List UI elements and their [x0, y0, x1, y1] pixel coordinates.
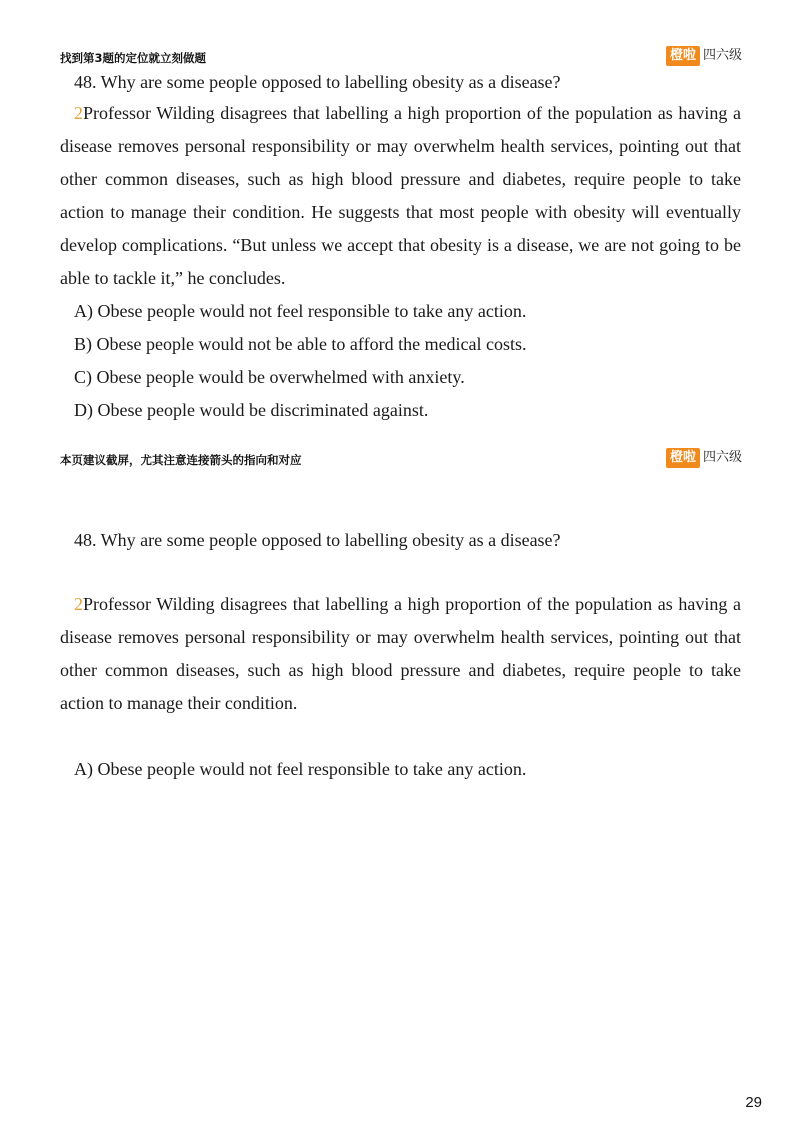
brand-logo: 橙啦	[666, 46, 700, 66]
brand-badge	[666, 46, 742, 66]
question-text: 48. Why are some people opposed to labelling obesity as a disease?	[74, 530, 561, 550]
header-note: 本页建议截屏，尤其注意连接箭头的指向和对应	[60, 453, 302, 467]
passage-paragraph	[60, 588, 741, 720]
paragraph-text: Professor Wilding disagrees that labelling a high proportion of the population as having a disease removes personal responsibility or may overwhelm health services, pointing out that other common diseases, such as high blood pressure and diabetes, require people to take action to manage their condition.	[60, 594, 741, 713]
option-a: A) Obese people would not feel responsible to take any action.	[74, 759, 527, 779]
option-a: A) Obese people would not feel responsible to take any action.	[74, 301, 527, 321]
paragraph-marker: 2	[74, 594, 83, 614]
option-c: C) Obese people would be overwhelmed with anxiety.	[74, 367, 465, 387]
brand-tag: 四六级	[702, 48, 742, 63]
question-text: 48. Why are some people opposed to labelling obesity as a disease?	[74, 72, 561, 92]
page-header-mid	[60, 448, 742, 472]
option-d: D) Obese people would be discriminated against.	[74, 400, 429, 420]
brand-tag: 四六级	[702, 450, 742, 465]
brand-badge	[666, 448, 742, 468]
page-header-top	[60, 46, 742, 70]
passage-paragraph	[60, 97, 741, 295]
page-number: 29	[745, 1094, 762, 1111]
paragraph-marker: 2	[74, 103, 83, 123]
paragraph-text: Professor Wilding disagrees that labelling a high proportion of the population as having a disease removes personal responsibility or may overwhelm health services, pointing out that other common diseases, such as high blood pressure and diabetes, require people to take action to manage their condition. He suggests that most people with obesity will eventually develop complications. “But unless we accept that obesity is a disease, we are not going to be able to tackle it,” he concludes.	[60, 103, 741, 288]
section-full-passage	[60, 71, 741, 427]
brand-logo: 橙啦	[666, 448, 700, 468]
option-b: B) Obese people would not be able to afford the medical costs.	[74, 334, 527, 354]
header-note: 找到第3题的定位就立刻做题	[60, 51, 207, 65]
section-excerpt	[60, 529, 741, 786]
